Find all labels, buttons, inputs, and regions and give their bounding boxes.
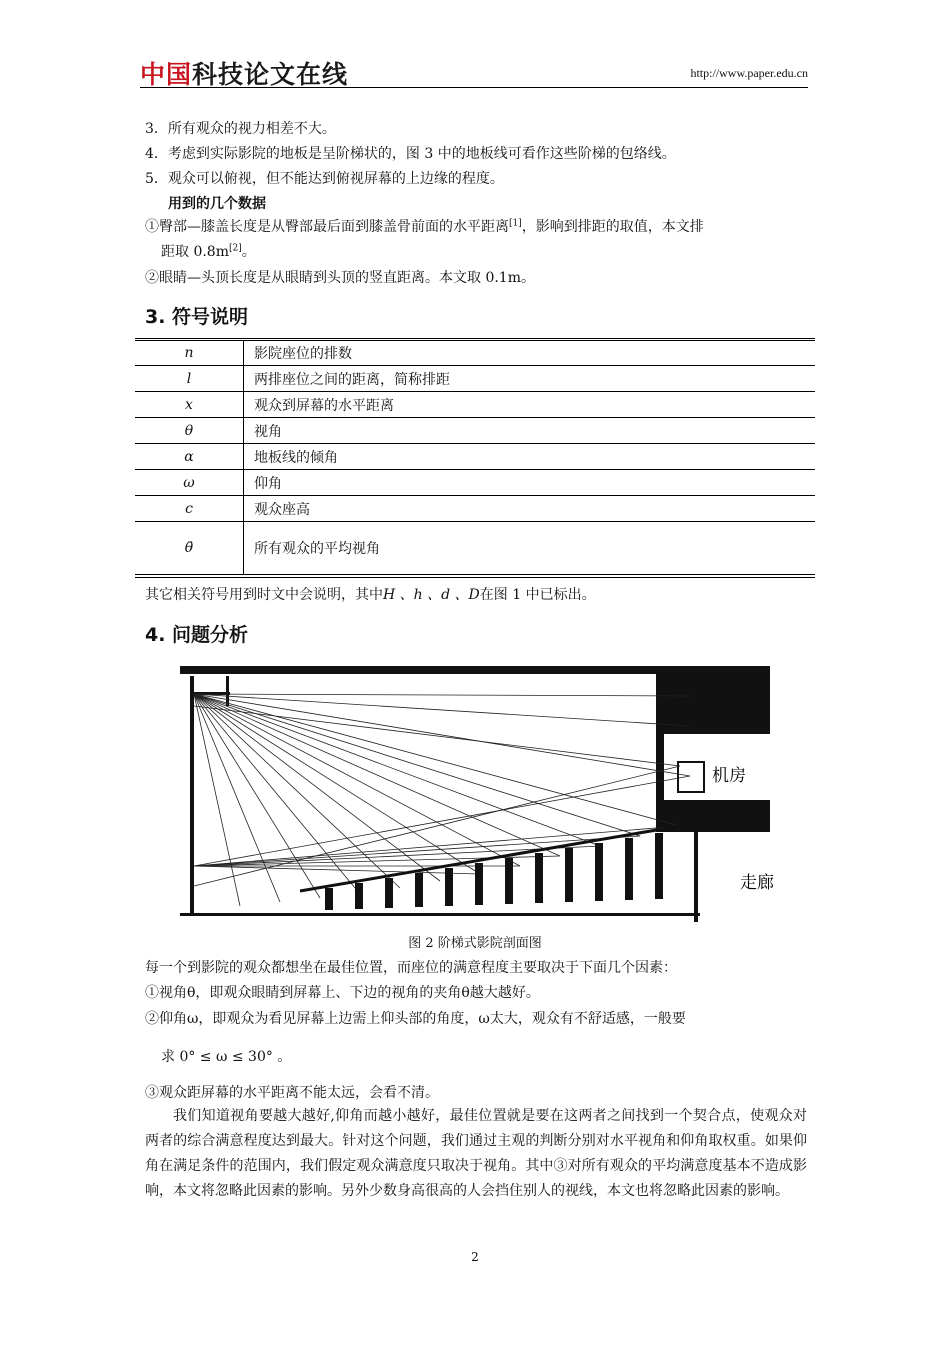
symbol-cell: θ̄ xyxy=(135,522,244,575)
symbol-cell: ω xyxy=(135,470,244,496)
description-cell: 观众到屏幕的水平距离 xyxy=(244,392,816,418)
symbol-cell: n xyxy=(135,340,244,366)
corridor-wall xyxy=(694,832,698,922)
factors-intro: 每一个到影院的观众都想坐在最佳位置，而座位的满意程度主要取决于下面几个因素： xyxy=(145,960,677,976)
header-divider xyxy=(140,87,808,88)
table-row xyxy=(135,340,815,366)
table-row xyxy=(135,418,815,444)
factor-3: ③观众距屏幕的水平距离不能太远，会看不清。 xyxy=(145,1085,439,1101)
table-row xyxy=(135,522,815,575)
factor-2: ②仰角ω，即观众为看见屏幕上边需上仰头部的角度，ω太大，观众有不舒适感，一般要 xyxy=(145,1011,686,1027)
description-cell: 视角 xyxy=(244,418,816,444)
symbol-cell: θ xyxy=(135,418,244,444)
symbol-cell: x xyxy=(135,392,244,418)
data-item-1-cont xyxy=(161,241,256,261)
note-symbols: H 、h 、d 、D xyxy=(383,587,480,603)
description-cell: 观众座高 xyxy=(244,496,816,522)
other-symbols-note xyxy=(145,584,596,604)
factor-1: ①视角θ，即观众眼睛到屏幕上、下边的视角的夹角θ越大越好。 xyxy=(145,985,540,1001)
note-prefix: 其它相关符号用到时文中会说明，其中 xyxy=(145,587,383,603)
data-item-1 xyxy=(145,216,704,236)
figure-caption: 图 2 阶梯式影院剖面图 xyxy=(408,936,542,951)
sightlines xyxy=(194,694,690,906)
assumption-4: 4．考虑到实际影院的地板是呈阶梯状的，图 3 中的地板线可看作这些阶梯的包络线。 xyxy=(145,146,676,162)
logo-red-part: 中国 xyxy=(140,60,193,89)
page-number: 2 xyxy=(471,1250,479,1264)
symbol-cell: c xyxy=(135,496,244,522)
table-row xyxy=(135,470,815,496)
seating-envelope xyxy=(300,826,680,891)
screen-frame xyxy=(226,676,229,706)
data-heading: 用到的几个数据 xyxy=(168,196,266,212)
description-cell: 影院座位的排数 xyxy=(244,340,816,366)
table-row xyxy=(135,444,815,470)
data-item-1-text-d: 。 xyxy=(241,244,256,260)
projection-room-wall xyxy=(656,666,770,734)
screen xyxy=(190,676,194,916)
floor-line xyxy=(180,913,700,916)
table-row xyxy=(135,366,815,392)
description-cell: 仰角 xyxy=(244,470,816,496)
closing-paragraph: 我们知道视角要越大越好,仰角而越小越好，最佳位置就是要在这两者之间找到一个契合点，使观众对两者的综合满意程度达到最大。针对这个问题，我们通过主观的判断分别对水平视角和仰角取权重。如果仰角在满足条件的范围内，我们假定观众满意度只取决于视角。其中③对所有观众的平均满意度基本不造成影响，本文将忽略此因素的影响。另外少数身高很高的人会挡住别人的视线，本文也将忽略此因素的影响。 xyxy=(145,1108,807,1199)
symbol-cell: l xyxy=(135,366,244,392)
section-3-title: 3. 符号说明 xyxy=(145,306,249,328)
site-logo xyxy=(140,55,348,91)
section-4-title: 4. 问题分析 xyxy=(145,624,249,646)
description-cell: 所有观众的平均视角 xyxy=(254,541,380,557)
data-item-1-text-c: 距取 0.8m xyxy=(161,244,229,260)
data-item-2: ②眼睛—头顶长度是从眼睛到头顶的竖直距离。本文取 0.1m。 xyxy=(145,270,535,286)
data-item-1-text: ①臀部—膝盖长度是从臀部最后面到膝盖骨前面的水平距离 xyxy=(145,219,509,235)
citation-1[interactable]: [1] xyxy=(509,218,522,229)
logo-text: 科技论文在线 xyxy=(192,60,349,89)
symbol-cell: α xyxy=(135,444,244,470)
data-item-1-text-b: ，影响到排距的取值，本文排 xyxy=(521,219,704,235)
projection-room-side xyxy=(656,734,664,800)
description-cell: 两排座位之间的距离，简称排距 xyxy=(244,366,816,392)
assumption-5: 5．观众可以俯视，但不能达到俯视屏幕的上边缘的程度。 xyxy=(145,171,504,187)
projector-icon xyxy=(678,762,704,792)
description-cell: 地板线的倾角 xyxy=(244,444,816,470)
note-suffix: 在图 1 中已标出。 xyxy=(479,587,596,603)
header-url[interactable]: http://www.paper.edu.cn xyxy=(690,66,808,80)
table-row xyxy=(135,496,815,522)
seat-rows xyxy=(325,833,663,910)
theater-section-figure xyxy=(180,666,774,922)
factor-2-constraint: 求 0° ≤ ω ≤ 30° 。 xyxy=(161,1049,292,1065)
projection-room-label: 机房 xyxy=(712,766,746,786)
corridor-label: 走廊 xyxy=(740,873,774,893)
symbol-table xyxy=(135,340,815,574)
table-bottom-rule xyxy=(135,574,815,578)
table-row xyxy=(135,392,815,418)
citation-2[interactable]: [2] xyxy=(229,243,242,254)
assumption-3: 3．所有观众的视力相差不大。 xyxy=(145,121,336,137)
